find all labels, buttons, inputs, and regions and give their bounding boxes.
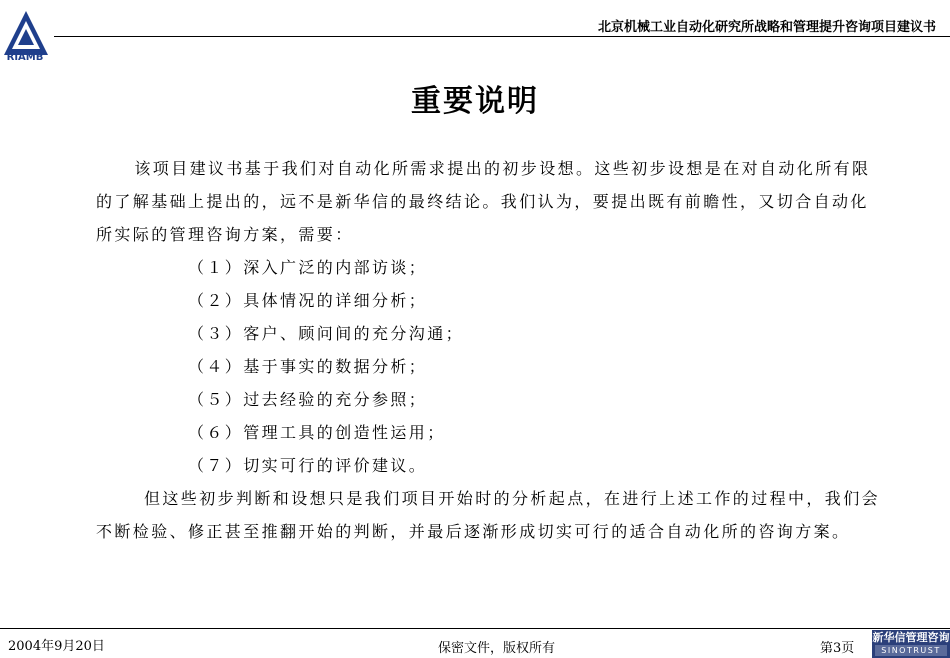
logo-line2: SINOTRUST [875, 645, 947, 656]
closing-paragraph: 但这些初步判断和设想只是我们项目开始时的分析起点，在进行上述工作的过程中，我们会不断检验、修正甚至推翻开始的判断，并最后逐渐形成切实可行的适合自动化所的咨询方案。 [96, 489, 881, 541]
sinotrust-logo [872, 630, 950, 658]
list-item: （４）基于事实的数据分析； [188, 357, 428, 376]
footer-date: 2004年9月20日 [8, 639, 105, 654]
list-item: （３）客户、顾问间的充分沟通； [188, 324, 465, 343]
logo-line1: 新华信管理咨询 [872, 631, 950, 644]
list-item: （６）管理工具的创造性运用； [188, 423, 446, 442]
main-content [96, 152, 886, 548]
list-item: （５）过去经验的充分参照； [188, 390, 428, 409]
list-item: （７）切实可行的评价建议。 [188, 456, 428, 475]
list-item: （２）具体情况的详细分析； [188, 291, 428, 310]
page-title: 重要说明 [411, 84, 539, 119]
header-divider [54, 36, 950, 37]
requirements-list [96, 251, 886, 482]
page-number: 第3页 [820, 641, 855, 656]
footer-confidential: 保密文件，版权所有 [438, 641, 556, 656]
intro-paragraph: 该项目建议书基于我们对自动化所需求提出的初步设想。这些初步设想是在对自动化所有限的了解基础上提出的，远不是新华信的最终结论。我们认为，要提出既有前瞻性，又切合自动化所实际的管理咨询方案，需要： [96, 159, 871, 244]
footer-divider [0, 628, 950, 629]
list-item: （１）深入广泛的内部访谈； [188, 258, 428, 277]
header-title: 北京机械工业自动化研究所战略和管理提升咨询项目建议书 [597, 20, 936, 35]
logo-text: RIAMB [6, 52, 44, 63]
